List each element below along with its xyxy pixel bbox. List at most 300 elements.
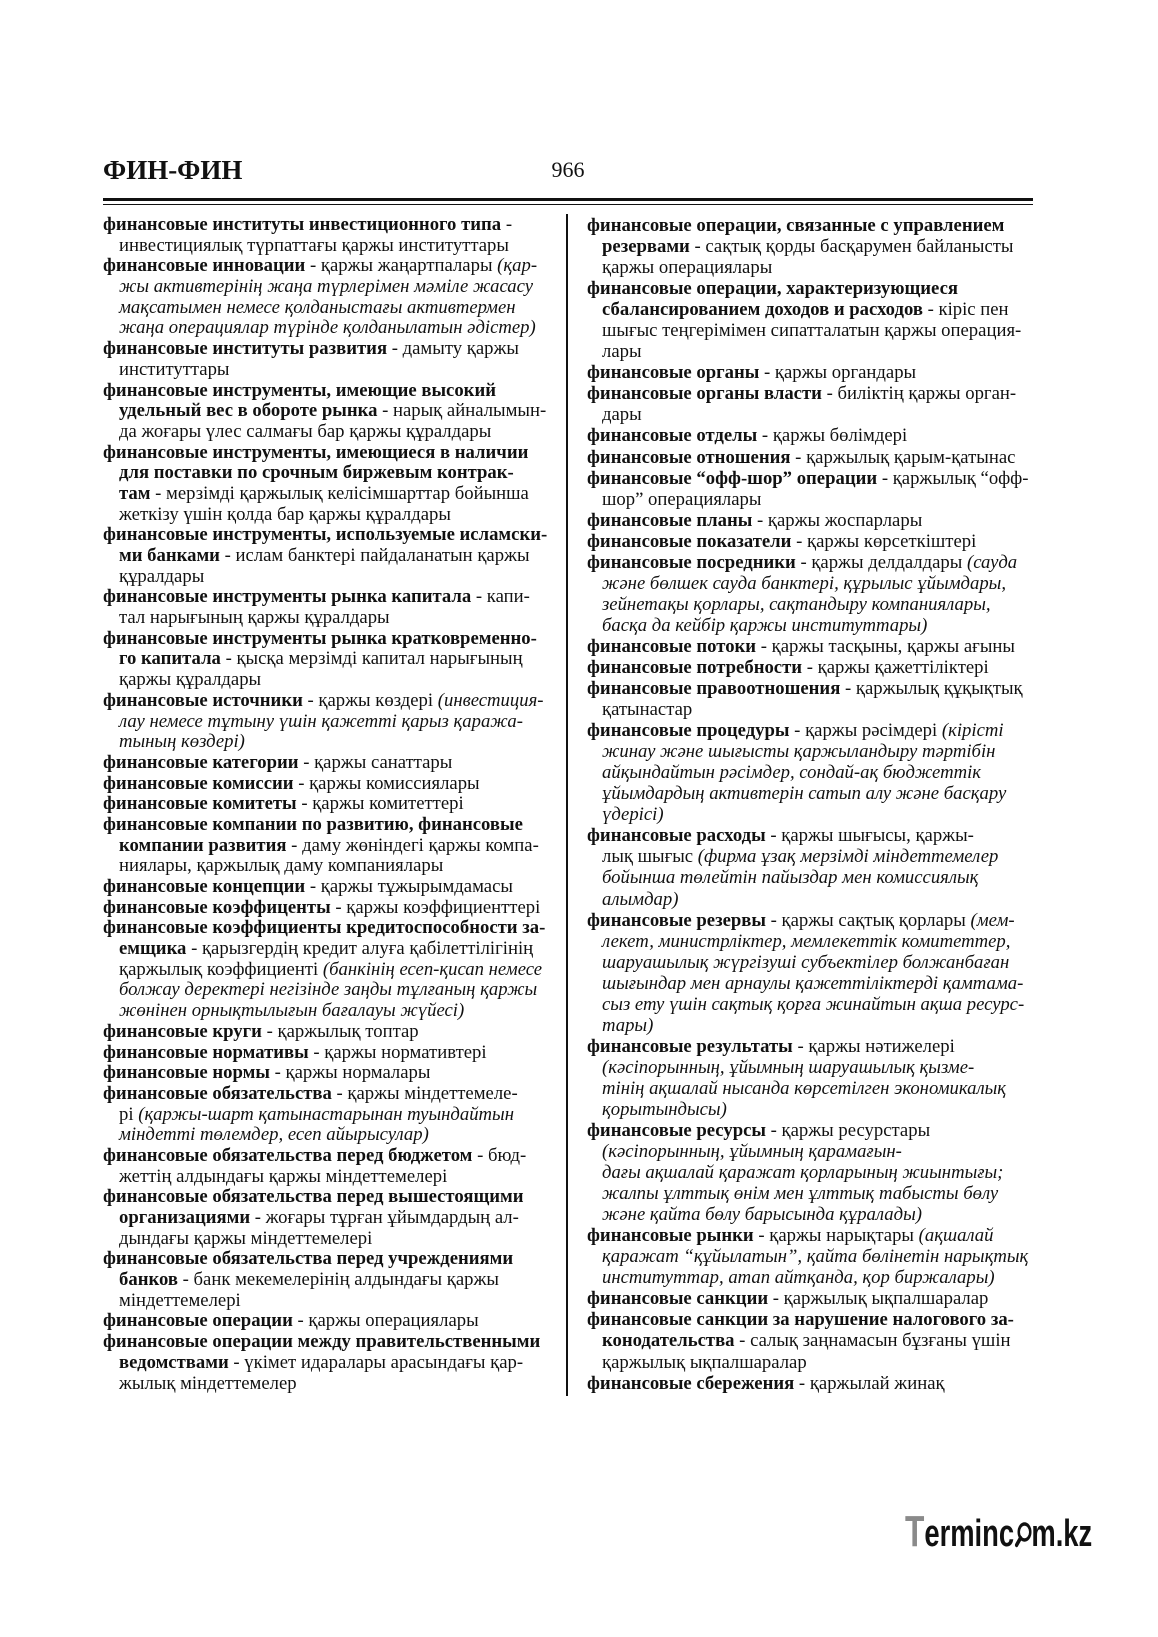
entry-line	[587, 1015, 1037, 1036]
entry-note: лекет, министрліктер, мемлекеттік комитеттер,	[602, 930, 1011, 952]
entry-text: тал нарығының қаржы құралдары	[119, 607, 390, 629]
page-number: 966	[551, 157, 585, 182]
entry-note: (қаржы-шарт қатынастарынан туындайтын	[138, 1103, 514, 1125]
entry-line	[587, 1288, 1037, 1309]
entry-text: - қаржы рәсімдері	[789, 720, 942, 742]
entry-line	[587, 973, 1037, 994]
dictionary-entry	[587, 720, 1037, 825]
dictionary-entry	[103, 1332, 558, 1394]
entry-note: басқа да кейбір қаржы институттары)	[602, 614, 928, 636]
entry-line	[587, 531, 1037, 552]
dictionary-entry	[103, 918, 558, 1021]
entry-term: там	[119, 482, 151, 504]
entry-term: ведомствами	[119, 1351, 229, 1373]
dictionary-entry	[103, 1043, 558, 1064]
right-column	[587, 215, 1037, 1394]
dictionary-entry	[103, 1146, 558, 1187]
entry-line	[103, 939, 558, 960]
entry-note: тының көздері)	[119, 731, 245, 753]
entry-term: финансовые результаты	[587, 1035, 793, 1057]
entry-line	[587, 1352, 1037, 1373]
entry-text: - нарық айналымын-	[377, 400, 547, 422]
entry-text: - капи-	[471, 586, 530, 608]
entry-line	[587, 404, 1037, 425]
entry-text: - мерзімді қаржылық келісімшарттар бойынша	[150, 482, 529, 504]
entry-term: финансовые категории	[103, 751, 299, 773]
entry-text: инвестициялық түрпаттағы қаржы институттары	[119, 234, 509, 256]
entry-text: шор” операциялары	[602, 488, 762, 510]
entry-line	[103, 629, 558, 650]
dictionary-entry	[103, 794, 558, 815]
entry-term: финансовые санкции	[587, 1288, 769, 1310]
entry-line	[587, 489, 1037, 510]
entry-text: қатынастар	[602, 699, 693, 721]
entry-line	[587, 257, 1037, 278]
entry-line	[587, 1373, 1037, 1394]
dictionary-entry	[103, 256, 558, 339]
entry-text: - қаржы нәтижелері	[792, 1035, 955, 1057]
entry-text: - бюд-	[472, 1144, 527, 1166]
dictionary-entry	[103, 381, 558, 443]
entry-line	[103, 918, 558, 939]
entry-line	[103, 836, 558, 857]
entry-text: - даму жөніндегі қаржы компа-	[286, 834, 539, 856]
entry-note: дағы ақшалай қаражат қорларының жиынтығы;	[602, 1162, 1004, 1184]
entry-term: финансовые отношения	[587, 446, 791, 468]
entry-text: - қаржы қажеттіліктері	[802, 656, 989, 678]
entry-term: финансовые процедуры	[587, 720, 790, 742]
dictionary-entry	[587, 825, 1037, 909]
dictionary-entry	[103, 525, 558, 587]
entry-note: міндетті төлемдер, есеп айырысулар)	[119, 1124, 429, 1146]
entry-line	[587, 783, 1037, 804]
dictionary-entry	[103, 691, 558, 753]
magnifier-icon	[1014, 1520, 1031, 1548]
entry-text: - қаржы делдалдары	[795, 551, 967, 573]
entry-line	[587, 594, 1037, 615]
dictionary-entry	[103, 898, 558, 919]
entry-text: қаржы операциялары	[602, 257, 773, 279]
entry-note: тары)	[602, 1014, 654, 1036]
entry-line	[587, 1120, 1037, 1141]
entry-text: -	[501, 214, 513, 235]
entry-term: финансовые институты развития	[103, 338, 388, 360]
entry-line	[103, 381, 558, 402]
entry-line	[103, 1270, 558, 1291]
entry-note: және бөлшек сауда банктері, құрылыс ұйымдары,	[602, 572, 1007, 594]
entry-text: қаржылық коэффициенті	[119, 958, 323, 980]
entry-text: дары	[602, 404, 642, 426]
entry-term: финансовые “офф-шор” операции	[587, 467, 878, 489]
entry-line	[103, 1043, 558, 1064]
entry-line	[103, 1208, 558, 1229]
entry-line	[587, 1099, 1037, 1120]
entry-text: - қаржы сақтық қорлары	[765, 909, 971, 931]
entry-text: - қаржы комиссиялары	[293, 772, 480, 794]
entry-note: бойынша төлейтін пайыздар мен комиссиялық	[602, 867, 979, 889]
entry-text: міндеттемелері	[119, 1289, 241, 1311]
entry-note: қаражат “құйылатын”, қайта бөлінетін нарықтық	[602, 1246, 1029, 1268]
entry-term: финансовые коэффициенты кредитоспособности за-	[103, 917, 546, 939]
entry-text: - қаржы көрсеткіштері	[791, 530, 977, 552]
entry-text: - қаржылық топтар	[261, 1020, 419, 1042]
dictionary-entry	[587, 552, 1037, 636]
dictionary-entry	[587, 910, 1037, 1036]
entry-term: финансовые органы власти	[587, 383, 822, 405]
dictionary-entry	[587, 510, 1037, 531]
entry-line	[587, 1309, 1037, 1330]
entry-text: лық шығыс	[602, 846, 698, 868]
entry-term: финансовые органы	[587, 362, 760, 384]
dictionary-entry	[103, 1063, 558, 1084]
entry-term: финансовые расходы	[587, 825, 766, 847]
entry-line	[587, 1057, 1037, 1078]
entry-term: финансовые инструменты рынка кратковременно-	[103, 627, 537, 649]
entry-text: - үкімет идаралары арасындағы қар-	[228, 1351, 524, 1373]
entry-text: - қаржылық қарым-қатынас	[790, 446, 1016, 468]
entry-term: финансовые ресурсы	[587, 1120, 766, 1142]
entry-note: (кәсіпорынның, ұйымның қарамағын-	[602, 1141, 902, 1163]
entry-line	[103, 691, 558, 712]
entry-term: финансовые инструменты, имеющиеся в наличии	[103, 441, 529, 463]
entry-line	[587, 952, 1037, 973]
entry-line	[103, 463, 558, 484]
entry-term: финансовые сбережения	[587, 1372, 795, 1394]
entry-term: финансовые коэффиценты	[103, 896, 331, 918]
entry-line	[587, 678, 1037, 699]
entry-line	[587, 468, 1037, 489]
entry-line	[587, 320, 1037, 341]
entry-line	[587, 1162, 1037, 1183]
entry-line	[103, 1167, 558, 1188]
entry-term: финансовые операции, характеризующиеся	[587, 278, 958, 300]
entry-text: - қаржы коэффициенттері	[330, 896, 541, 918]
entry-text: - қарызгердің кредит алуға қабілеттілігінің	[186, 938, 534, 960]
entry-line	[587, 762, 1037, 783]
dictionary-entry	[587, 278, 1037, 362]
entry-note: (кірісті	[941, 720, 1004, 742]
entry-term: финансовые отделы	[587, 425, 758, 447]
dictionary-entry	[103, 339, 558, 380]
entry-term: финансовые концепции	[103, 876, 306, 897]
entry-text: құралдары	[119, 565, 205, 587]
entry-note: (сауда	[966, 551, 1018, 573]
entry-text: - салық заңнамасын бұзғаны үшін	[734, 1330, 1011, 1352]
entry-line	[587, 215, 1037, 236]
entry-text: - қаржы жаңартпалары	[305, 255, 498, 277]
dictionary-entry	[103, 215, 558, 256]
entry-line	[103, 1001, 558, 1022]
entry-line	[587, 867, 1037, 888]
entry-line	[103, 525, 558, 546]
entry-line	[103, 1291, 558, 1312]
entry-term: финансовые компании по развитию, финансовые	[103, 813, 523, 835]
entry-line	[103, 1146, 558, 1167]
entry-line	[587, 383, 1037, 404]
entry-line	[103, 567, 558, 588]
entry-term: финансовые обязательства перед вышестоящими	[103, 1186, 524, 1208]
entry-line	[103, 360, 558, 381]
entry-term: финансовые потребности	[587, 656, 803, 678]
entry-line	[103, 856, 558, 877]
entry-text: - қаржылық ықпалшаралар	[768, 1288, 989, 1310]
entry-text: - қаржы операциялары	[292, 1310, 479, 1332]
entry-line	[103, 318, 558, 339]
entry-line	[103, 505, 558, 526]
entry-line	[103, 1353, 558, 1374]
dictionary-entry	[103, 815, 558, 877]
entry-text: - банк мекемелерінің алдындағы қаржы	[177, 1269, 499, 1291]
entry-text: жеттің алдындағы қаржы міндеттемелері	[119, 1165, 448, 1187]
entry-text: да жоғары үлес салмағы бар қаржы құралдары	[119, 420, 492, 442]
entry-term: финансовые операции между правительственными	[103, 1331, 541, 1353]
entry-line	[103, 215, 558, 236]
dictionary-entry	[587, 468, 1037, 510]
dictionary-entry	[587, 1288, 1037, 1309]
entry-term: финансовые санкции за нарушение налогового за-	[587, 1309, 1014, 1331]
entry-line	[103, 1125, 558, 1146]
entry-term: финансовые круги	[103, 1020, 262, 1042]
entry-text: - қаржы органдары	[759, 362, 917, 384]
entry-text: - қаржы тасқыны, қаржы ағыны	[756, 635, 1015, 657]
entry-line	[103, 732, 558, 753]
entry-line	[587, 1246, 1037, 1267]
dictionary-entry	[103, 1022, 558, 1043]
entry-line	[103, 256, 558, 277]
entry-note: (қар-	[497, 255, 538, 277]
header-rule-thin	[103, 204, 1033, 205]
entry-text: - қаржы ресурстары	[765, 1120, 931, 1142]
entry-text: - кіріс пен	[922, 299, 1009, 321]
entry-line	[103, 484, 558, 505]
dictionary-entry	[587, 1309, 1037, 1372]
entry-note: жаңа операциялар түрінде қолданылатын әдістер)	[119, 317, 536, 339]
entry-line	[587, 720, 1037, 741]
entry-line	[587, 1036, 1037, 1057]
entry-line	[587, 804, 1037, 825]
entry-line	[103, 298, 558, 319]
entry-term: финансовые правоотношения	[587, 678, 841, 700]
entry-text: - қаржы жоспарлары	[752, 509, 923, 531]
entry-note: (мем-	[970, 909, 1015, 931]
entry-line	[587, 425, 1037, 446]
entry-term: финансовые операции, связанные с управлением	[587, 215, 1005, 236]
entry-term: финансовые источники	[103, 689, 303, 711]
entry-term: финансовые обязательства перед учреждениями	[103, 1248, 514, 1270]
entry-term: банков	[119, 1269, 178, 1291]
entry-line	[103, 277, 558, 298]
entry-text: лары	[602, 341, 642, 363]
entry-note: зейнетақы қорлары, сақтандыру компаниялары,	[602, 593, 991, 615]
dictionary-entry	[587, 215, 1037, 278]
entry-term: финансовые посредники	[587, 551, 796, 573]
logo-wordmark	[905, 1508, 1092, 1558]
entry-text: - сақтық қорды басқарумен байланысты	[689, 236, 1014, 258]
entry-note: мақсатымен немесе қолданыстағы активтермен	[119, 296, 516, 318]
dictionary-entry	[103, 753, 558, 774]
entry-line	[103, 443, 558, 464]
entry-text: - қаржы тұжырымдамасы	[305, 876, 513, 897]
entry-line	[103, 1187, 558, 1208]
entry-line	[587, 699, 1037, 720]
entry-text: ниялары, қаржылық даму компаниялары	[119, 855, 444, 877]
entry-term: финансовые инновации	[103, 255, 306, 277]
dictionary-entry	[103, 1249, 558, 1311]
entry-line	[103, 236, 558, 257]
entry-line	[587, 657, 1037, 678]
entry-line	[587, 1330, 1037, 1351]
entry-term: финансовые инструменты, используемые исламски-	[103, 524, 548, 546]
dictionary-entry	[103, 629, 558, 691]
entry-text: - қаржы санаттары	[298, 751, 453, 773]
dictionary-entry	[587, 447, 1037, 468]
entry-line	[587, 552, 1037, 573]
entry-term: финансовые инструменты рынка капитала	[103, 586, 472, 608]
entry-line	[103, 774, 558, 795]
entry-line	[587, 825, 1037, 846]
column-divider	[566, 214, 568, 1396]
entry-text: - жоғары тұрған ұйымдардың ал-	[250, 1207, 519, 1228]
entry-term: для поставки по срочным биржевым контрак-	[119, 462, 514, 484]
entry-text: - қаржы комитеттері	[296, 793, 464, 815]
entry-term: компании развития	[119, 834, 287, 856]
entry-note: және қайта бөлу барысында құралады)	[602, 1204, 922, 1226]
dictionary-entry	[587, 657, 1037, 678]
entry-note: ұйымдардың активтерін сатып алу және басқару	[602, 783, 1007, 805]
entry-text: - қаржы көздері	[302, 689, 438, 711]
entry-line	[103, 794, 558, 815]
entry-text: дындағы қаржы міндеттемелері	[119, 1227, 373, 1249]
entry-term: финансовые показатели	[587, 530, 792, 552]
entry-line	[587, 846, 1037, 867]
dictionary-entry	[587, 531, 1037, 552]
entry-text: - биліктің қаржы орган-	[821, 383, 1017, 405]
entry-line	[103, 1249, 558, 1270]
entry-note: сыз ету үшін сақтық қорға жинайтын ақша ресурс-	[602, 993, 1025, 1015]
entry-text: рі	[119, 1103, 139, 1125]
entry-text: - қаржы нормалары	[269, 1062, 431, 1084]
entry-note: тінің ақшалай нысанда көрсетілген экономикалық	[602, 1077, 1007, 1099]
entry-term: резервами	[602, 236, 690, 258]
entry-note: (инвестиция-	[437, 689, 544, 711]
entry-line	[587, 1204, 1037, 1225]
entry-line	[587, 341, 1037, 362]
dictionary-entry	[587, 678, 1037, 720]
dictionary-entry	[103, 1084, 558, 1146]
entry-text: жеткізу үшін қолда бар қаржы құралдары	[119, 503, 451, 525]
entry-line	[103, 1022, 558, 1043]
entry-text: шығыс теңгерімімен сипатталатын қаржы операция-	[602, 320, 1022, 342]
entry-note: лау немесе тұтыну үшін қажетті қарыз қаража-	[119, 710, 523, 732]
entry-note: айқындайтын рәсімдер, сондай-ақ бюджеттік	[602, 762, 982, 784]
dictionary-entry	[587, 1036, 1037, 1120]
entry-text: қаржылық ықпалшаралар	[602, 1351, 807, 1373]
entry-line	[103, 546, 558, 567]
entry-note: жөнінен орнықтылығын бағалауы жүйесі)	[119, 1000, 465, 1022]
dictionary-entry	[587, 636, 1037, 657]
entry-text: - қаржы нарықтары	[753, 1225, 919, 1247]
entry-line	[103, 980, 558, 1001]
left-column	[103, 215, 558, 1394]
entry-text: - қаржылық құқықтық	[840, 678, 1023, 700]
entry-line	[587, 362, 1037, 383]
entry-text: жылық міндеттемелер	[119, 1372, 297, 1394]
entry-note: алымдар)	[602, 888, 679, 910]
entry-line	[103, 898, 558, 919]
dictionary-entry	[587, 1373, 1037, 1394]
entry-line	[103, 1311, 558, 1332]
entry-note: болжау деректері негізінде заңды тұлғаның қаржы	[119, 979, 538, 1001]
entry-term: удельный вес в обороте рынка	[119, 400, 378, 422]
entry-text: - ислам банктері пайдаланатын қаржы	[219, 545, 530, 566]
logo-domain: m.kz	[1031, 1513, 1093, 1555]
entry-note: (фирма ұзақ мерзімді міндеттемелер	[697, 846, 999, 868]
dictionary-entry	[103, 443, 558, 526]
dictionary-entry	[103, 1187, 558, 1249]
entry-text: - қаржы бөлімдері	[757, 425, 908, 447]
entry-line	[587, 1183, 1037, 1204]
dictionary-entry	[587, 1225, 1037, 1288]
entry-line	[587, 1078, 1037, 1099]
entry-line	[103, 753, 558, 774]
entry-line	[103, 712, 558, 733]
entry-line	[587, 889, 1037, 910]
entry-note: үдерісі)	[602, 804, 664, 826]
entry-term: финансовые нормативы	[103, 1041, 309, 1063]
entry-note: институттар, атап айтқанда, қор биржалары)	[602, 1267, 995, 1289]
entry-term: конодательства	[602, 1330, 735, 1352]
entry-term: организациями	[119, 1207, 251, 1228]
entry-term: финансовые потоки	[587, 635, 757, 657]
entry-term: финансовые обязательства	[103, 1082, 332, 1104]
entry-term: финансовые инструменты, имеющие высокий	[103, 379, 496, 401]
entry-line	[103, 1105, 558, 1126]
dictionary-entry	[587, 362, 1037, 383]
entry-note: жинау және шығысты қаржыландыру тәртібін	[602, 741, 996, 763]
entry-term: емщика	[119, 938, 187, 960]
entry-term: ми банками	[119, 545, 220, 566]
entry-line	[103, 877, 558, 898]
entry-line	[587, 573, 1037, 594]
entry-line	[587, 447, 1037, 468]
entry-line	[587, 1225, 1037, 1246]
entry-note: (ақшалай	[918, 1225, 994, 1247]
entry-text: - дамыту қаржы	[387, 338, 519, 360]
dictionary-entry	[103, 774, 558, 795]
entry-line	[103, 1229, 558, 1250]
entry-term: финансовые планы	[587, 509, 753, 531]
entry-line	[587, 741, 1037, 762]
entry-line	[587, 1141, 1037, 1162]
entry-text: қаржы құралдары	[119, 669, 262, 691]
entry-line	[103, 649, 558, 670]
entry-text: - қаржылай жинақ	[794, 1372, 945, 1394]
entry-line	[103, 670, 558, 691]
entry-note: шығындар мен арнаулы қажеттіліктерді қамтама-	[602, 972, 1024, 994]
entry-line	[587, 931, 1037, 952]
entry-note: жы активтерінің жаңа түрлерімен мәміле жасасу	[119, 276, 534, 298]
entry-line	[587, 236, 1037, 257]
entry-term: сбалансированием доходов и расходов	[602, 299, 923, 321]
logo-initial: T	[905, 1507, 925, 1556]
entry-term: финансовые операции	[103, 1310, 293, 1332]
entry-line	[103, 401, 558, 422]
entry-line	[103, 339, 558, 360]
entry-note: жалпы ұлттық өнім мен ұлттық табысты бөлу	[602, 1183, 999, 1205]
entry-line	[103, 422, 558, 443]
logo-text: erminc	[924, 1513, 1015, 1555]
entry-text: - қаржы міндеттемеле-	[331, 1082, 518, 1104]
